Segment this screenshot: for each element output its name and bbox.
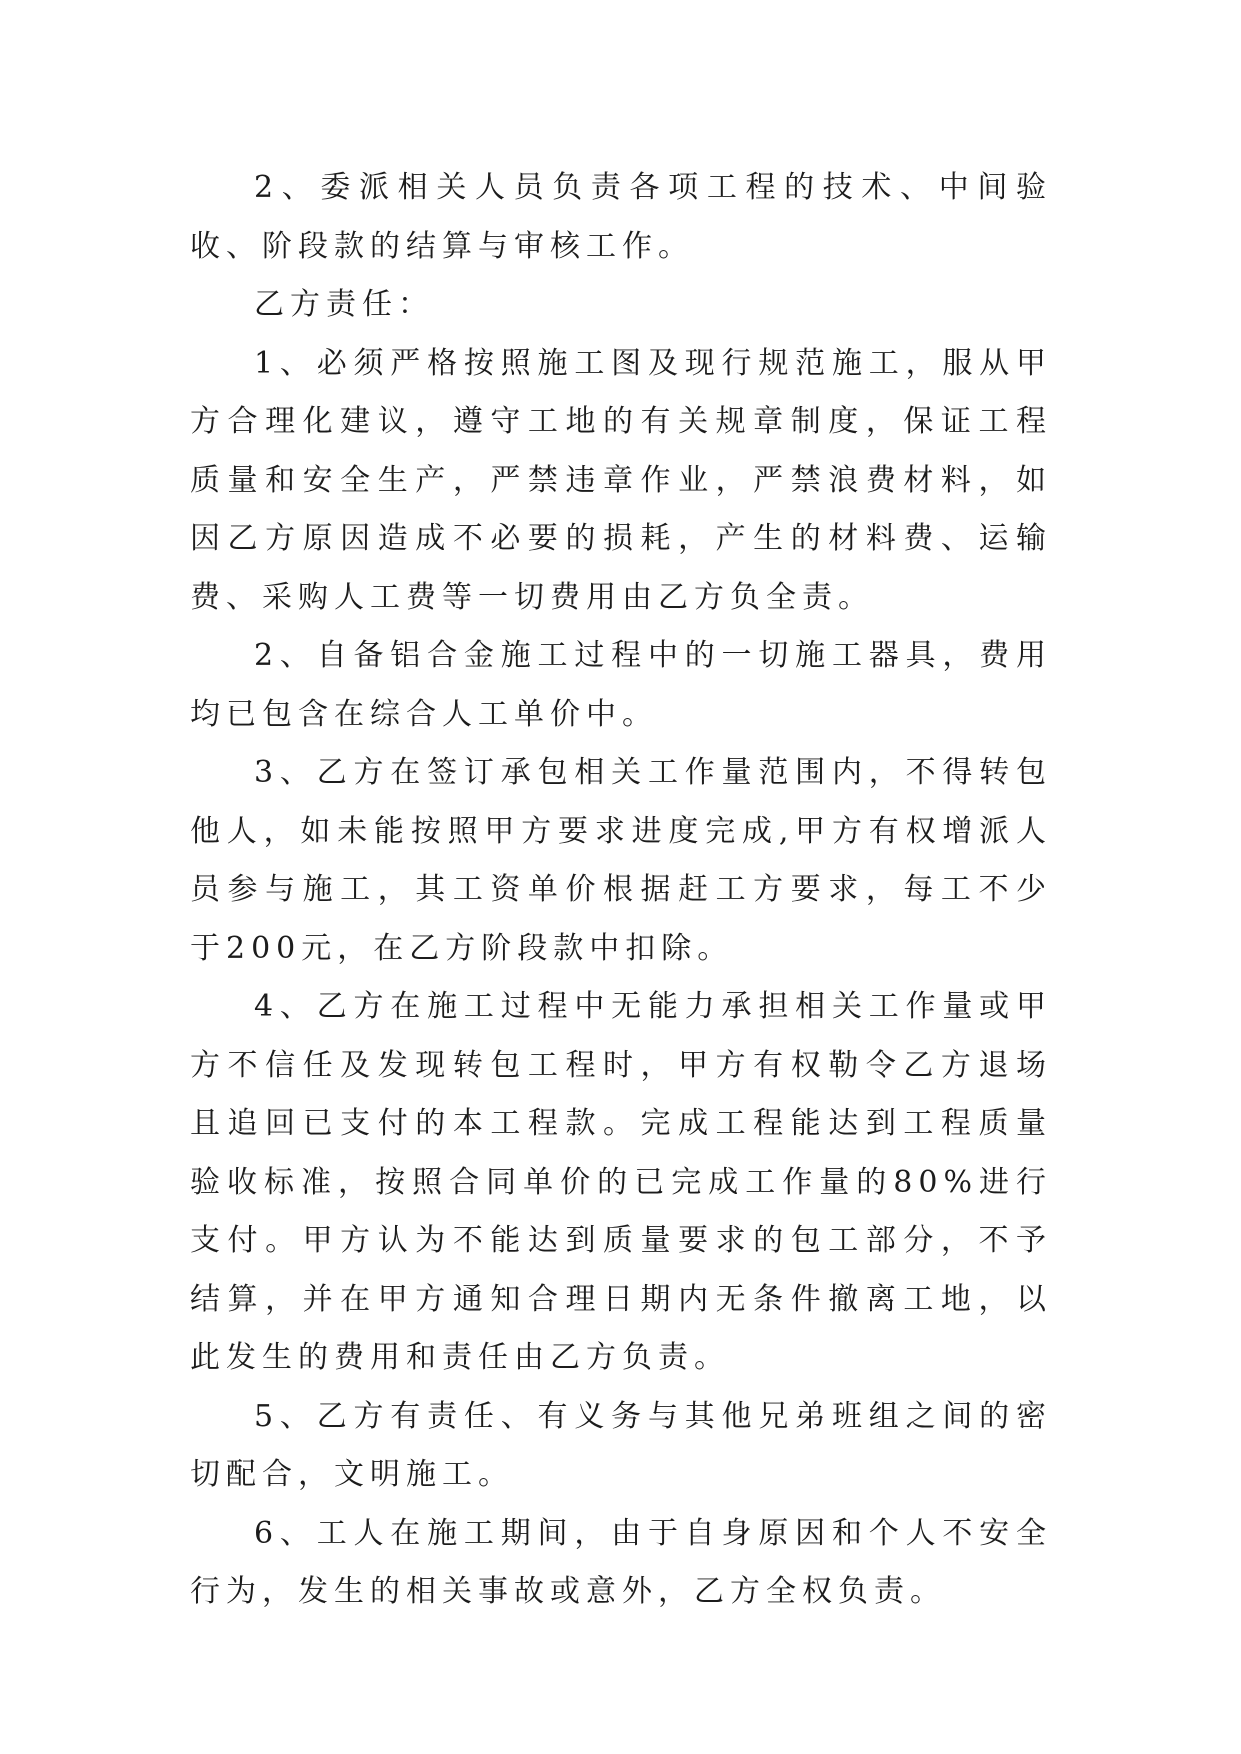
- paragraph-party-a-duty-2: 2、委派相关人员负责各项工程的技术、中间验收、阶段款的结算与审核工作。: [190, 170, 1052, 264]
- section-heading-party-b-duties: 乙方责任：: [254, 287, 434, 322]
- paragraph-party-b-duty-3: 3、乙方在签订承包相关工作量范围内，不得转包他人，如未能按照甲方要求进度完成,甲方有权增派人员参与施工，其工资单价根据赶工方要求，每工不少于200元，在乙方阶段款中扣除。: [190, 755, 1052, 966]
- paragraph-party-b-duty-2: 2、自备铝合金施工过程中的一切施工器具，费用均已包含在综合人工单价中。: [190, 638, 1052, 732]
- document-body: [190, 159, 1052, 1622]
- paragraph-party-b-duty-1: 1、必须严格按照施工图及现行规范施工，服从甲方合理化建议，遵守工地的有关规章制度，保证工程质量和安全生产，严禁违章作业，严禁浪费材料，如因乙方原因造成不必要的损耗，产生的材料费、运输费、采购人工费等一切费用由乙方负全责。: [190, 345, 1052, 615]
- paragraph-party-b-duty-6: 6、工人在施工期间，由于自身原因和个人不安全行为，发生的相关事故或意外，乙方全权负责。: [190, 1515, 1052, 1609]
- paragraph-party-b-duty-4: 4、乙方在施工过程中无能力承担相关工作量或甲方不信任及发现转包工程时，甲方有权勒令乙方退场且追回已支付的本工程款。完成工程能达到工程质量验收标准，按照合同单价的已完成工作量的80%进行支付。甲方认为不能达到质量要求的包工部分，不予结算，并在甲方通知合理日期内无条件撤离工地，以此发生的费用和责任由乙方负责。: [190, 989, 1052, 1375]
- paragraph-party-b-duty-5: 5、乙方有责任、有义务与其他兄弟班组之间的密切配合，文明施工。: [190, 1398, 1052, 1492]
